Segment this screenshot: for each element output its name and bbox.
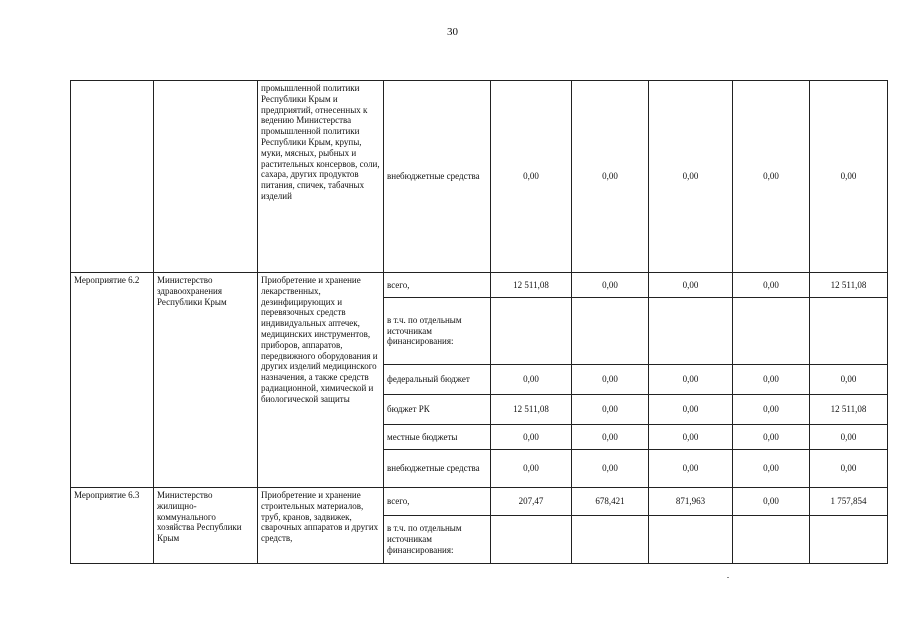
value-cell: 0,00	[649, 273, 733, 298]
value-cell	[649, 298, 733, 365]
value-cell: 0,00	[491, 365, 572, 395]
value-cell	[810, 516, 888, 564]
value-cell: 0,00	[572, 81, 649, 273]
funding-source-cell: в т.ч. по отдельным источникам финансирования:	[384, 298, 491, 365]
executor-cell: Министерство жилищно-коммунального хозяйства Республики Крым	[154, 488, 258, 564]
value-cell	[491, 516, 572, 564]
funding-source-cell: местные бюджеты	[384, 425, 491, 450]
funding-source-cell: всего,	[384, 488, 491, 516]
value-cell: 0,00	[649, 81, 733, 273]
funding-source-cell: внебюджетные средства	[384, 81, 491, 273]
value-cell: 0,00	[572, 273, 649, 298]
value-cell: 0,00	[733, 425, 810, 450]
value-cell: 0,00	[649, 450, 733, 488]
executor-cell: Министерство здравоохранения Республики Крым	[154, 273, 258, 488]
value-cell: 0,00	[649, 395, 733, 425]
value-cell: 207,47	[491, 488, 572, 516]
value-cell: 678,421	[572, 488, 649, 516]
value-cell: 0,00	[572, 395, 649, 425]
event-cell: Мероприятие 6.2	[71, 273, 154, 488]
value-cell: 0,00	[733, 81, 810, 273]
value-cell: 12 511,08	[491, 273, 572, 298]
value-cell: 0,00	[491, 81, 572, 273]
value-cell: 0,00	[810, 425, 888, 450]
funding-table	[70, 80, 888, 564]
value-cell: 0,00	[491, 425, 572, 450]
value-cell	[733, 298, 810, 365]
value-cell	[649, 516, 733, 564]
value-cell: 0,00	[810, 81, 888, 273]
value-cell	[491, 298, 572, 365]
value-cell: 0,00	[649, 425, 733, 450]
value-cell: 0,00	[572, 365, 649, 395]
description-cell: промышленной политики Республики Крым и предприятий, отнесенных к ведению Министерства промышленной политики Республики Крым, крупы, муки, мясных, рыбных и растительных консервов, соли, сахара, других продуктов питания, спичек, табачных изделий	[258, 81, 384, 273]
funding-source-cell: всего,	[384, 273, 491, 298]
scan-speck	[727, 577, 729, 578]
description-cell: Приобретение и хранение строительных материалов, труб, кранов, задвижек, сварочных аппаратов и других средств,	[258, 488, 384, 564]
value-cell: 0,00	[810, 365, 888, 395]
value-cell: 0,00	[733, 395, 810, 425]
funding-source-cell: в т.ч. по отдельным источникам финансирования:	[384, 516, 491, 564]
value-cell	[810, 298, 888, 365]
value-cell: 0,00	[733, 273, 810, 298]
value-cell: 0,00	[572, 450, 649, 488]
executor-cell	[154, 81, 258, 273]
value-cell	[572, 298, 649, 365]
table-row	[71, 273, 888, 298]
description-cell: Приобретение и хранение лекарственных, дезинфицирующих и перевязочных средств индивидуальных аптечек, медицинских инструментов, приборов, аппаратов, передвижного оборудования и других изделий медицинского назначения, а также средств радиационной, химической и биологической защиты	[258, 273, 384, 488]
value-cell: 0,00	[572, 425, 649, 450]
value-cell: 0,00	[733, 450, 810, 488]
funding-source-cell: бюджет РК	[384, 395, 491, 425]
value-cell: 0,00	[810, 450, 888, 488]
value-cell: 0,00	[733, 488, 810, 516]
value-cell: 871,963	[649, 488, 733, 516]
value-cell: 12 511,08	[810, 395, 888, 425]
value-cell: 12 511,08	[810, 273, 888, 298]
event-cell	[71, 81, 154, 273]
page-number: 30	[447, 26, 458, 38]
value-cell: 0,00	[649, 365, 733, 395]
value-cell: 0,00	[733, 365, 810, 395]
value-cell	[733, 516, 810, 564]
event-cell: Мероприятие 6.3	[71, 488, 154, 564]
value-cell: 1 757,854	[810, 488, 888, 516]
value-cell	[572, 516, 649, 564]
table-row	[71, 488, 888, 516]
funding-source-cell: внебюджетные средства	[384, 450, 491, 488]
funding-source-cell: федеральный бюджет	[384, 365, 491, 395]
value-cell: 0,00	[491, 450, 572, 488]
value-cell: 12 511,08	[491, 395, 572, 425]
table-row	[71, 81, 888, 273]
